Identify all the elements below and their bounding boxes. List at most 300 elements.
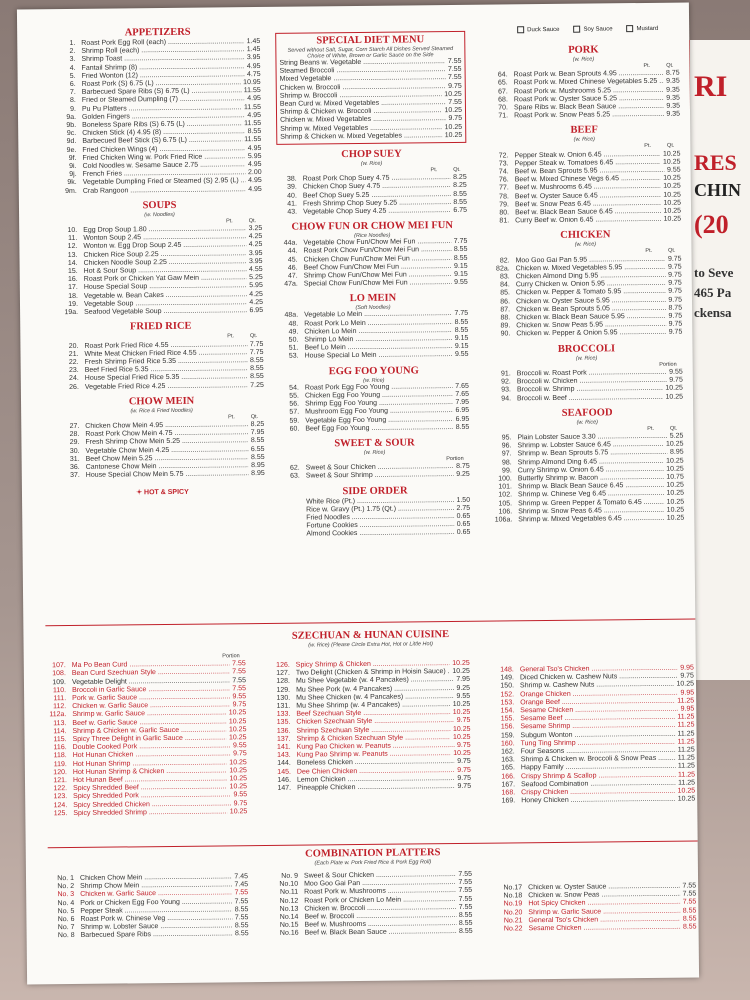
menu-item[interactable] <box>57 186 262 196</box>
item-price: 8.55 <box>247 128 262 136</box>
item-price: 1.45 <box>246 46 261 54</box>
item-name: Mu Shee Pork (w. 4 Pancakes) ..... <box>296 685 454 695</box>
item-price: 9.75 <box>457 766 471 774</box>
item-price: 1.45 <box>246 37 261 46</box>
item-number: 110. <box>52 686 67 695</box>
item-number: 96. <box>501 442 512 450</box>
combo-col-1 <box>48 873 249 941</box>
item-number: 76. <box>498 176 509 184</box>
item-number: 155. <box>500 715 515 723</box>
item-name: Roast Pork w. Mixed Chinese Vegetables 5.25 ..... <box>514 78 664 88</box>
item-name: Orange Chicken ..... <box>520 689 678 699</box>
item-price: 9.75 <box>232 701 247 709</box>
item-number: 16. <box>67 276 78 284</box>
item-name: Pineapple Chicken ..... <box>297 783 455 793</box>
item-number: 153. <box>500 699 515 707</box>
item-number: 108. <box>52 670 66 678</box>
item-price: 9.35 <box>666 102 680 110</box>
item-name: Kung Pao Chicken w. Peanuts ..... <box>297 742 455 752</box>
background-flyer <box>688 40 750 680</box>
price-header-label: Pt. <box>644 143 652 150</box>
item-price: 8.55 <box>234 905 249 914</box>
item-number: No.12 <box>279 897 299 905</box>
menu-item[interactable] <box>58 307 263 317</box>
item-price: 11.25 <box>677 721 695 730</box>
price-header-label: Portion <box>222 653 240 660</box>
menu-item[interactable] <box>279 424 469 434</box>
item-name: Shrimp & Chicken w. Garlic Sauce ..... <box>72 726 227 736</box>
item-name: Spicy Shredded Shrimp ..... <box>73 808 228 818</box>
item-name: Fortune Cookies ..... <box>306 521 454 531</box>
section-title: CHOW FUN OR CHOW MEI FUN <box>291 220 454 233</box>
section-title: FRIED RICE <box>129 321 192 333</box>
item-price: 11.55 <box>244 120 262 128</box>
item-name: Chicken w. Bean Sprouts 5.05 ..... <box>516 305 666 315</box>
item-name: Vegetable Egg Foo Young ..... <box>305 415 453 425</box>
item-number: 48a. <box>284 312 299 320</box>
item-price: 9.35 <box>666 110 681 118</box>
item-number: 53. <box>288 353 299 361</box>
item-price: 10.25 <box>666 506 685 514</box>
item-number: 100. <box>498 475 512 483</box>
item-price: 7.55 <box>232 668 246 676</box>
item-price: 9.75 <box>668 296 683 304</box>
item-price: 9.75 <box>668 312 683 320</box>
item-name: French Fries ..... <box>83 169 246 179</box>
item-number: No. 3 <box>57 891 75 899</box>
item-name: Mu Shee Shrimp (w. 4 Pancakes) ..... <box>296 701 451 711</box>
right-column <box>487 39 684 525</box>
item-name: Fresh Shrimp Chop Suey 5.25 ..... <box>303 199 451 209</box>
item-price: 9.55 <box>454 351 469 359</box>
item-number: 91. <box>500 370 511 378</box>
item-name: Hot Hunan Shrimp & Chicken ..... <box>73 767 228 777</box>
item-name: Spare Ribs w. Black Bean Sauce ..... <box>514 103 664 113</box>
item-name: Chicken Rice Soup 2.25 ..... <box>83 250 246 260</box>
item-price: 8.55 <box>250 453 265 461</box>
section-title: SPECIAL DIET MENU <box>316 34 425 47</box>
item-name: Vegetable Dumpling Fried or Steamed (S) 2.95 (L) ..... <box>83 178 246 188</box>
item-name: Shrimp w. Broccoli ..... <box>280 91 443 101</box>
item-name: Chicken Noodle Soup 2.25 ..... <box>84 258 247 268</box>
menu-item[interactable] <box>280 132 462 142</box>
item-name: Golden Fingers ..... <box>82 112 245 122</box>
item-name: Chicken w. Garlic Sauce ..... <box>72 702 230 712</box>
menu-item[interactable] <box>271 783 471 793</box>
section-subtitle: (w. Rice) <box>572 56 595 63</box>
item-number: 27. <box>69 422 80 430</box>
item-name: Broccoli w. Shrimp ..... <box>517 385 664 395</box>
menu-item[interactable] <box>490 329 682 339</box>
item-name: Kung Pao Shrimp w. Peanuts ..... <box>297 750 452 760</box>
item-price: 10.25 <box>663 183 681 191</box>
item-name: Chicken w. Snow Peas 5.95 ..... <box>516 321 666 331</box>
item-number: 74. <box>498 168 509 176</box>
item-number: 135. <box>276 719 291 727</box>
item-name: Beef w. Snow Peas 6.45 ..... <box>515 200 662 210</box>
item-price: 9.75 <box>457 782 472 791</box>
item-name: Spicy Shredded Chicken ..... <box>73 800 231 810</box>
item-price: 9.55 <box>232 742 247 750</box>
item-number: 56. <box>289 400 300 408</box>
item-number: 65. <box>497 79 508 87</box>
item-price: 4.95 <box>246 62 261 70</box>
item-price: 11.25 <box>678 779 696 787</box>
item-number: 148. <box>500 666 514 674</box>
item-number: No.16 <box>279 930 299 938</box>
item-price: 8.55 <box>453 254 468 262</box>
item-price: 11.25 <box>677 762 695 771</box>
item-name: Vegetable Fried Rice 4.25 ..... <box>85 382 248 392</box>
item-number: 133. <box>276 710 291 719</box>
item-name: Chicken Chow Mein 4.95 ..... <box>85 421 248 431</box>
item-price: 8.55 <box>458 920 473 928</box>
item-number: 72. <box>498 152 509 160</box>
item-price: 9.35 <box>666 94 680 102</box>
item-price: 4.55 <box>248 266 263 274</box>
item-number: 127. <box>276 669 290 678</box>
item-price: 4.25 <box>249 298 264 307</box>
item-price: 8.25 <box>453 182 467 190</box>
item-name: Curry Chicken w. Onion 5.95 ..... <box>516 280 666 290</box>
item-price: 9.55 <box>666 166 681 174</box>
item-price: 10.25 <box>666 481 684 489</box>
item-price: 10.25 <box>452 700 471 709</box>
item-number: 89. <box>500 322 511 330</box>
item-number: No. 6 <box>57 916 75 924</box>
item-number: 12. <box>67 243 78 251</box>
item-price: 1.50 <box>456 496 471 504</box>
item-price: 11.25 <box>677 713 695 721</box>
item-name: Mu Shee Chicken (w. 4 Pancakes) ..... <box>296 693 454 703</box>
item-name: Beef Lo Mein ..... <box>304 343 452 353</box>
price-header-label: Portion <box>659 361 677 368</box>
item-number: 128. <box>276 678 291 686</box>
item-price: 8.55 <box>458 911 473 919</box>
item-name: Shrimp w. Garlic Sauce ..... <box>528 907 680 917</box>
menu-item[interactable] <box>277 207 467 217</box>
item-price: 10.25 <box>676 680 695 689</box>
item-name: Cantonese Chow Mein ..... <box>86 462 249 472</box>
item-name: Orange Beef ..... <box>520 698 675 708</box>
item-number: No.18 <box>503 892 523 900</box>
item-number: 51. <box>288 344 299 352</box>
item-number: 24. <box>69 375 79 383</box>
item-name: Chicken w. Oyster Sauce ..... <box>528 883 680 893</box>
item-price: 7.55 <box>232 676 246 684</box>
item-name: Chicken w. Mixed Vegetables 5.95 ..... <box>516 264 666 274</box>
item-price: 7.55 <box>458 870 473 878</box>
item-number: 9. <box>70 105 76 113</box>
menu-item[interactable] <box>280 529 470 539</box>
item-name: Shrimp & Chicken Szechuan Style ..... <box>297 734 452 744</box>
item-price: 8.55 <box>454 326 469 334</box>
menu-item[interactable] <box>60 470 265 480</box>
item-price: 7.55 <box>682 898 697 907</box>
menu-item[interactable] <box>273 928 473 938</box>
item-number: 111. <box>53 695 67 703</box>
item-name: Vegetable Chow Mein 4.25 ..... <box>86 446 249 456</box>
menu-item[interactable] <box>279 351 469 361</box>
item-price: 4.95 <box>247 161 262 169</box>
item-number: No.13 <box>279 905 299 913</box>
item-name: Shrimp w. Black Bean Sauce 6.45 ..... <box>518 482 665 492</box>
item-price: 11.55 <box>243 103 261 111</box>
item-price: 8.55 <box>454 318 469 326</box>
item-name: Barbecued Spare Ribs (S) 6.75 (L) ..... <box>82 87 242 97</box>
item-number: 49. <box>288 328 299 336</box>
section-title: CHICKEN <box>560 229 611 242</box>
item-price: 8.55 <box>682 907 697 915</box>
item-price: 7.55 <box>458 879 473 887</box>
item-number: 11. <box>68 235 78 243</box>
item-price: 7.75 <box>453 238 468 246</box>
item-price: 10.25 <box>666 465 684 473</box>
item-price: 10.25 <box>229 758 247 767</box>
item-number: 107. <box>52 662 66 670</box>
item-number: 78. <box>499 193 509 201</box>
item-price: 10.25 <box>665 393 684 401</box>
item-name: Cold Noodles w. Sesame Sauce 2.75 ..... <box>83 161 246 171</box>
item-price: 3.25 <box>248 225 263 233</box>
flyer-line: (20 <box>694 210 729 239</box>
menu-item[interactable] <box>47 808 247 818</box>
item-number: 38. <box>286 175 297 183</box>
item-name: Roast Pork Chow Fun/Chow Mei Fun ..... <box>303 246 451 256</box>
item-price: 7.55 <box>234 914 249 922</box>
item-name: Chicken w. Garlic Sauce ..... <box>80 890 232 900</box>
item-price: 11.25 <box>677 746 695 754</box>
item-number: 118. <box>53 752 67 760</box>
menu-item[interactable] <box>492 515 684 525</box>
item-price: 11.55 <box>244 136 262 144</box>
item-name: Sesame Chicken ..... <box>520 706 678 716</box>
item-number: 47. <box>287 272 298 280</box>
menu-item[interactable] <box>59 381 264 391</box>
item-number: 126. <box>276 661 290 669</box>
item-number: 9e. <box>66 146 77 154</box>
section-title: LO MEIN <box>349 293 397 305</box>
item-name: Egg Drop Soup 1.80 ..... <box>83 225 246 235</box>
item-number: 154. <box>500 707 515 715</box>
item-price: 7.55 <box>447 74 462 82</box>
item-name: Spicy Shrimp & Chicken ..... <box>296 660 451 670</box>
section-title: COMBINATION PLATTERS <box>305 847 441 860</box>
item-name: Vegetable w. Bean Cakes ..... <box>84 291 247 301</box>
item-number: 97. <box>501 450 512 458</box>
item-number: 20. <box>68 342 79 350</box>
item-number: No. 4 <box>57 899 75 907</box>
price-header-label: Qt. <box>250 413 259 420</box>
item-name: Shrimp Toast ..... <box>81 55 244 65</box>
item-price: 8.55 <box>250 365 264 373</box>
item-name: Chicken w. Pepper & Tomato 5.95 ..... <box>516 288 666 298</box>
item-name: Spicy Shredded Pork ..... <box>73 792 231 802</box>
item-name: Roast Pork w. Bean Sprouts 4.95 ..... <box>514 70 664 80</box>
item-price: 9.15 <box>454 334 469 343</box>
item-price: 5.25 <box>249 274 263 282</box>
item-name: General Tso's Chicken ..... <box>520 665 678 675</box>
item-price: 0.65 <box>456 529 471 537</box>
item-price: 6.95 <box>249 307 264 315</box>
menu-item[interactable] <box>280 471 470 481</box>
item-name: Chicken Szechuan Style ..... <box>296 717 454 727</box>
flyer-line: to Seve <box>694 265 734 280</box>
item-name: Special Chow Fun/Chow Mei Fun ..... <box>304 279 452 289</box>
item-number: 146. <box>277 776 292 784</box>
item-name: Vegetable Delight ..... <box>72 677 230 687</box>
item-price: 10.25 <box>228 709 247 717</box>
item-number: 115. <box>53 736 67 744</box>
item-name: House Special Soup ..... <box>84 283 247 293</box>
item-price: 9.95 <box>680 705 695 713</box>
item-number: 9d. <box>66 138 77 146</box>
item-name: Crispy Shrimp & Scallop ..... <box>521 771 676 781</box>
item-name: Diced Chicken w. Cashew Nuts ..... <box>520 673 678 683</box>
item-number: No.19 <box>503 900 523 908</box>
item-name: Pepper Steak w. Onion 6.45 ..... <box>514 150 661 160</box>
item-name: Sweet & Sour Chicken ..... <box>306 463 454 473</box>
item-name: Sweet & Sour Chicken ..... <box>304 871 456 881</box>
section-subtitle: (w. Rice & Fried Noodles) <box>130 407 193 415</box>
item-number: 82. <box>499 257 510 265</box>
item-name: String Beans w. Vegetable ..... <box>279 58 445 68</box>
item-price: 10.25 <box>229 808 248 816</box>
item-name: Hot & Sour Soup ..... <box>84 266 247 276</box>
duck-sauce-checkbox[interactable]: Duck Sauce <box>517 26 559 34</box>
item-name: Tung Ting Shrimp ..... <box>521 739 676 749</box>
item-price: 10.25 <box>666 489 685 498</box>
item-name: Dee Chien Chicken ..... <box>297 767 455 777</box>
soy-sauce-checkbox[interactable]: Soy Sauce <box>573 25 612 32</box>
item-number: No. 1 <box>57 874 75 883</box>
middle-column <box>275 25 470 539</box>
item-price: 8.75 <box>456 462 470 471</box>
item-name: Mushroom Egg Foo Young ..... <box>305 407 453 417</box>
item-price: 6.75 <box>453 206 468 215</box>
item-number: 93. <box>501 386 511 394</box>
price-header-label: Pt. <box>643 62 651 69</box>
item-price: 10.25 <box>666 498 685 506</box>
section-title: CHOP SUEY <box>341 148 402 161</box>
item-name: Roast Pork w. Mushrooms ..... <box>304 887 456 897</box>
item-number: 83. <box>499 273 510 281</box>
item-name: Beef w. Mushrooms ..... <box>304 920 456 930</box>
item-name: Roast Pork (S) 6.75 (L) ..... <box>82 79 242 89</box>
item-name: Roast Pork w. Oyster Sauce 5.25 ..... <box>514 95 664 105</box>
item-number: 13. <box>67 251 78 259</box>
item-price: 10.25 <box>452 709 471 717</box>
item-number: 44a. <box>283 239 298 248</box>
item-name: Crab Rangoon ..... <box>83 186 246 196</box>
item-number: 85. <box>500 289 510 297</box>
item-name: Chicken w. Snow Peas ..... <box>528 891 680 901</box>
item-name: Shrimp & Chicken w. Mixed Vegetables ..... <box>280 132 443 142</box>
item-price: 9.75 <box>448 115 463 123</box>
item-price: 9.25 <box>456 471 470 479</box>
item-number: 167. <box>501 781 516 789</box>
item-name: Sesame Shrimp ..... <box>520 722 675 732</box>
item-price: 10.25 <box>677 787 696 795</box>
price-header-label: Pt. <box>647 425 655 432</box>
item-price: 10.25 <box>228 734 247 742</box>
item-number: 29. <box>69 439 80 447</box>
menu-item[interactable] <box>495 796 695 806</box>
item-price: 9.75 <box>456 717 471 725</box>
item-price: 0.65 <box>456 520 471 529</box>
menu-item[interactable] <box>489 216 681 226</box>
item-number: 156. <box>500 723 515 731</box>
item-number: 2. <box>69 48 76 56</box>
item-number: 122. <box>53 785 68 793</box>
item-number: 137. <box>276 735 291 743</box>
flyer-line: RI <box>694 70 728 103</box>
price-header-label: Pt. <box>227 333 235 340</box>
item-name: General Tso's Chicken ..... <box>528 915 680 925</box>
item-price: 9.75 <box>668 271 682 279</box>
item-price: 10.95 <box>243 79 261 87</box>
item-name: Beef w. Black Bean Sauce 6.45 ..... <box>515 208 662 218</box>
item-number: 159. <box>500 731 515 740</box>
item-number: 55. <box>289 392 300 400</box>
item-price: 10.25 <box>663 191 681 199</box>
item-name: Vegetable Chow Fun/Chow Mei Fun ..... <box>303 238 451 248</box>
item-price: 2.00 <box>247 169 262 177</box>
item-price: 8.55 <box>453 190 467 198</box>
item-number: 80. <box>499 209 510 217</box>
item-name: Double Cooked Pork ..... <box>73 743 231 753</box>
special-diet-box <box>275 31 466 145</box>
section-subtitle: (w. Rice) <box>360 160 383 167</box>
item-name: Chicken Chow Mein ..... <box>80 873 232 883</box>
menu-item[interactable] <box>49 931 249 941</box>
menu-item[interactable] <box>488 111 680 121</box>
section-subtitle: (w. Rice) <box>574 241 597 249</box>
item-name: Curry Beef w. Onion 6.45 ..... <box>515 216 662 226</box>
item-name: Fresh Shrimp Fried Rice 5.35 ..... <box>85 357 248 367</box>
item-number: 114. <box>53 727 67 736</box>
item-name: Seafood Vegetable Soup ..... <box>84 307 247 317</box>
item-number: 54. <box>289 384 299 392</box>
menu-item[interactable] <box>497 923 697 933</box>
item-name: House Special Fried Rice 5.35 ..... <box>85 373 248 383</box>
item-name: Roast Pork Lo Mein ..... <box>304 319 452 329</box>
item-price: 8.55 <box>453 246 468 254</box>
item-name: Vegetable Soup ..... <box>84 299 247 309</box>
item-number: 145. <box>277 768 291 776</box>
item-name: Shrimp Egg Foo Young ..... <box>305 399 453 409</box>
item-price: 9.75 <box>233 750 247 758</box>
mustard-checkbox[interactable]: Mustard <box>627 25 659 32</box>
item-price: 9.55 <box>233 791 248 799</box>
menu-item[interactable] <box>278 279 468 289</box>
section-title: EGG FOO YOUNG <box>328 365 419 377</box>
item-number: 95. <box>501 434 512 442</box>
item-number: 15. <box>67 268 78 276</box>
item-price: 9.55 <box>669 368 683 376</box>
item-name: Beef w. Oyster Sauce 6.45 ..... <box>515 191 662 201</box>
item-price: 10.25 <box>452 659 470 668</box>
item-number: 26. <box>69 383 79 391</box>
item-price: 10.25 <box>666 514 685 522</box>
menu-item[interactable] <box>491 393 683 403</box>
item-name: Fried Chicken Wing w. Pork Fried Rice ..... <box>82 153 245 163</box>
item-name: Beef Chop Suey 5.25 ..... <box>303 191 451 201</box>
item-price: 4.95 <box>248 177 262 185</box>
item-number: No.21 <box>503 917 523 925</box>
item-number: 59. <box>289 417 300 425</box>
item-number: 82a. <box>495 265 510 273</box>
